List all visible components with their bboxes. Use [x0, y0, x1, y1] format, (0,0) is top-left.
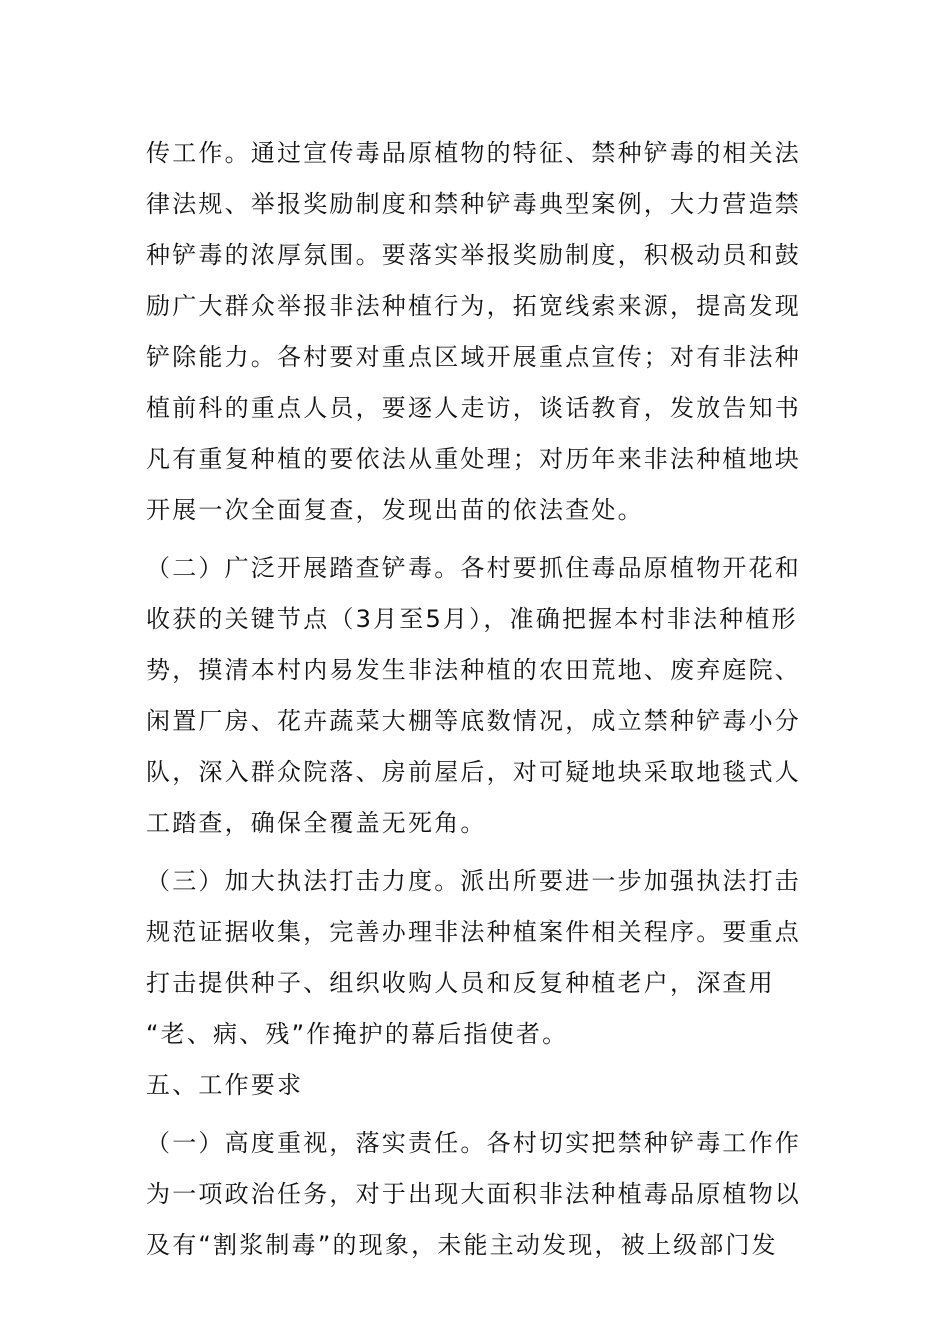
text-line: 开展一次全面复查，发现出苗的依法查处。: [146, 496, 644, 524]
text-line: 为一项政治任务，对于出现大面积非法种植毒品原植物以: [146, 1180, 801, 1208]
text-line: 凡有重复种植的要依法从重处理；对历年来非法种植地块: [146, 445, 801, 473]
text-line: （三）加大执法打击力度。派出所要进一步加强执法打击: [146, 867, 801, 895]
text-line: 势，摸清本村内易发生非法种植的农田荒地、废弃庭院、: [146, 656, 801, 684]
text-line: （二）广泛开展踏查铲毒。各村要抓住毒品原植物开花和: [146, 554, 801, 582]
text-line: “老、病、残”作掩护的幕后指使者。: [146, 1020, 569, 1048]
text-line: 闲置厂房、花卉蔬菜大棚等底数情况，成立禁种铲毒小分: [146, 707, 801, 735]
body-text: [146, 128, 814, 1271]
text-line: 及有“割浆制毒”的现象，未能主动发现，被上级部门发: [146, 1231, 778, 1259]
text-line: 律法规、举报奖励制度和禁种铲毒典型案例，大力营造禁: [146, 190, 801, 218]
text-line: 种铲毒的浓厚氛围。要落实举报奖励制度，积极动员和鼓: [146, 241, 801, 269]
text-line: 收获的关键节点（3月至5月），准确把握本村非法种植形: [146, 605, 798, 633]
section-heading: 五、工作要求: [146, 1071, 304, 1099]
text-line: 植前科的重点人员，要逐人走访，谈话教育，发放告知书: [146, 394, 801, 422]
text-line: 规范证据收集，完善办理非法种植案件相关程序。要重点: [146, 918, 801, 946]
text-line: 打击提供种子、组织收购人员和反复种植老户，深查用: [146, 969, 775, 997]
text-line: 工踏查，确保全覆盖无死角。: [146, 809, 487, 837]
text-line: 传工作。通过宣传毒品原植物的特征、禁种铲毒的相关法: [146, 139, 801, 167]
text-line: 铲除能力。各村要对重点区域开展重点宣传；对有非法种: [146, 343, 801, 371]
text-line: 励广大群众举报非法种植行为，拓宽线索来源，提高发现: [146, 292, 801, 320]
text-line: （一）高度重视，落实责任。各村切实把禁种铲毒工作作: [146, 1129, 801, 1157]
text-line: 队，深入群众院落、房前屋后，对可疑地块采取地毯式人: [146, 758, 801, 786]
